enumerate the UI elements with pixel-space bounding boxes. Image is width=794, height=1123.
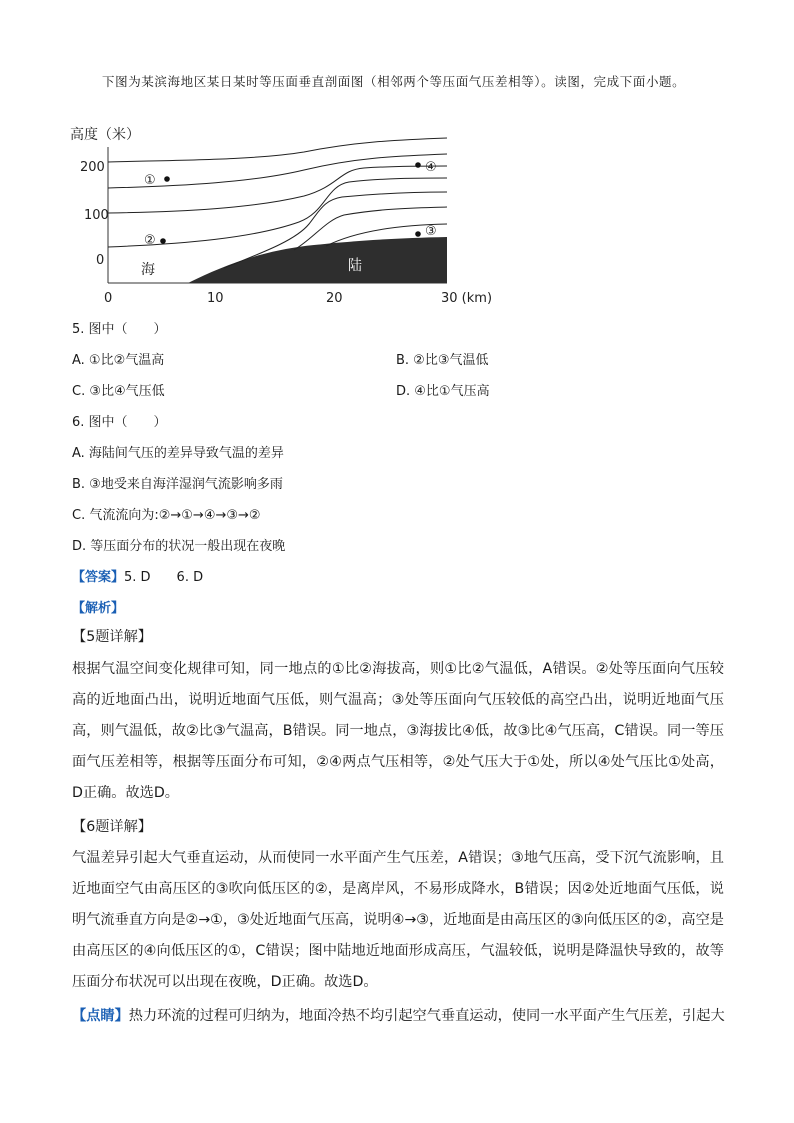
tip-line — [72, 1005, 732, 1025]
point-2-marker — [160, 238, 166, 244]
analysis-label: 【解析】 — [72, 601, 125, 616]
q6-option-b: B. ③地受来自海洋湿润气流影响多雨 — [72, 477, 283, 492]
isobar-line — [108, 154, 447, 188]
point-2-label: ② — [144, 233, 156, 248]
q5-stem: 5. 图中（ ） — [72, 322, 167, 337]
point-3-marker — [415, 231, 421, 237]
q5-detail-text: 根据气温空间变化规律可知，同一地点的①比②海拔高，则①比②气温低，A错误。②处等压面向气压较高的近地面凸出，说明近地面气压低，则气温高；③处等压面向气压较低的高空凸出，说明近地面气压高，则气温低，故②比③气温高，B错误。同一地点，③海拔比④低，故③比④气压高，C错误。同一等压面气压差相等，根据等压面分布可知，②④两点气压相等，②处气压大于①处，所以④处气压比①处高，D正确。故选D。 — [72, 661, 724, 801]
x-tick-10: 10 — [207, 291, 224, 306]
question-intro: 下图为某滨海地区某日某时等压面垂直剖面图（相邻两个等压面气压差相等）。读图，完成下面小题。 — [102, 74, 686, 89]
land-area — [188, 237, 447, 283]
point-4-label: ④ — [425, 160, 437, 175]
q5-option-b: B. ②比③气温低 — [396, 353, 489, 368]
answer-line — [72, 566, 203, 585]
y-tick-200: 200 — [80, 160, 105, 175]
y-tick-100: 100 — [84, 208, 109, 223]
q5-option-c: C. ③比④气压低 — [72, 384, 165, 399]
point-1-label: ① — [144, 173, 156, 188]
point-4-marker — [415, 162, 421, 168]
x-tick-30-km: 30 (km) — [441, 291, 493, 306]
sea-label: 海 — [141, 262, 155, 278]
q6-detail-heading: 【6题详解】 — [72, 819, 152, 835]
y-tick-0: 0 — [96, 253, 105, 268]
isobar-line — [108, 166, 447, 213]
q5-option-d: D. ④比①气压高 — [396, 384, 490, 399]
q6-option-d: D. 等压面分布的状况一般出现在夜晚 — [72, 539, 286, 554]
q6-detail-text: 气温差异引起大气垂直运动，从而使同一水平面产生气压差，A错误；③地气压高，受下沉气流影响，且近地面空气由高压区的③吹向低压区的②，是离岸风，不易形成降水，B错误；因②处近地面气压低，说明气流垂直方向是②→①，③处近地面气压高，说明④→③，近地面是由高压区的③向低压区的②，高空是由高压区的④向低压区的①，C错误；图中陆地近地面形成高压，气温较低，说明是降温快导致的，故等压面分布状况可以出现在夜晚，D正确。故选D。 — [72, 850, 724, 990]
isobar-line — [108, 178, 447, 247]
q6-option-c: C. 气流流向为:②→①→④→③→② — [72, 508, 261, 523]
land-label: 陆 — [348, 258, 362, 274]
q5-detail-heading: 【5题详解】 — [72, 629, 152, 645]
point-3-label: ③ — [425, 224, 437, 239]
tip-label: 【点睛】 — [72, 1008, 129, 1024]
q6-option-a: A. 海陆间气压的差异导致气温的差异 — [72, 446, 284, 461]
q6-stem: 6. 图中（ ） — [72, 415, 167, 430]
isobar-line — [108, 138, 447, 162]
q5-option-a: A. ①比②气温高 — [72, 353, 165, 368]
point-1-marker — [164, 176, 170, 182]
y-axis-label: 高度（米） — [70, 127, 140, 143]
tip-text: 热力环流的过程可归纳为，地面冷热不均引起空气垂直运动，使同一水平面产生气压差，引起大 — [128, 1008, 725, 1024]
answer-value: 5. D 6. D — [124, 570, 204, 585]
isobaric-profile-figure — [64, 120, 514, 310]
x-tick-0: 0 — [104, 291, 113, 306]
x-tick-20: 20 — [326, 291, 343, 306]
isobaric-profile-svg — [64, 120, 514, 310]
answer-label: 【答案】 — [72, 570, 125, 585]
